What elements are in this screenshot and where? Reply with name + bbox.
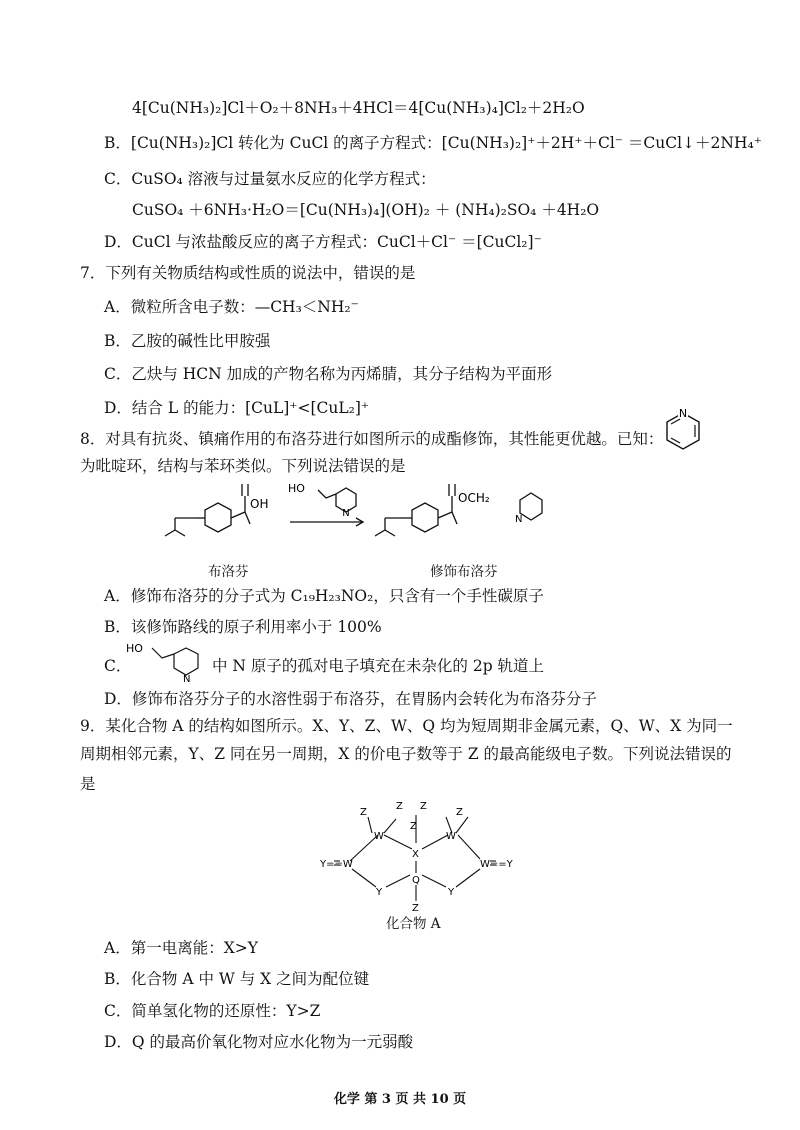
q7-option-c: C．乙炔与 HCN 加成的产物名称为丙烯腈，其分子结构为平面形 bbox=[104, 365, 553, 383]
svg-text:W: W bbox=[374, 831, 384, 842]
q6-option-d: D．CuCl 与浓盐酸反应的离子方程式：CuCl＋Cl⁻ ＝[CuCl₂]⁻ bbox=[104, 233, 542, 251]
q8-stem-line2: 为吡啶环，结构与苯环类似。下列说法错误的是 bbox=[80, 457, 406, 475]
q9-stem-line1: 9．某化合物 A 的结构如图所示。X、Y、Z、W、Q 均为短周期非金属元素，Q、W、X 为同一 bbox=[80, 717, 733, 735]
svg-text:HO: HO bbox=[126, 642, 143, 655]
q8-option-a: A．修饰布洛芬的分子式为 C₁₉H₂₃NO₂，只含有一个手性碳原子 bbox=[104, 587, 544, 605]
svg-text:Z: Z bbox=[456, 807, 463, 818]
svg-text:N: N bbox=[183, 674, 191, 684]
svg-text:Z: Z bbox=[396, 801, 403, 812]
svg-text:X: X bbox=[412, 849, 419, 860]
q9-option-d: D．Q 的最高价氧化物对应水化物为一元弱酸 bbox=[104, 1033, 414, 1051]
pyridylmethanol-structure bbox=[124, 640, 208, 684]
q8-stem-line1: 8．对具有抗炎、镇痛作用的布洛芬进行如图所示的成酯修饰，其性能更优越。已知： bbox=[80, 430, 664, 448]
svg-text:N: N bbox=[342, 508, 350, 519]
q9-option-b: B．化合物 A 中 W 与 X 之间为配位键 bbox=[104, 970, 370, 988]
q6-option-c-equation: CuSO₄ ＋6NH₃·H₂O＝[Cu(NH₃)₄](OH)₂ ＋ (NH₄)₂SO₄ ＋4H₂O bbox=[132, 201, 600, 219]
q8-option-c-prefix: C． bbox=[104, 657, 132, 675]
page-footer: 化学 第 3 页 共 10 页 bbox=[333, 1092, 467, 1107]
compound-a-caption: 化合物 A bbox=[386, 916, 441, 932]
q7-option-b: B．乙胺的碱性比甲胺强 bbox=[104, 332, 271, 350]
svg-text:HO: HO bbox=[288, 482, 305, 495]
q6-option-c: C．CuSO₄ 溶液与过量氨水反应的化学方程式： bbox=[104, 170, 436, 188]
svg-text:Y: Y bbox=[448, 887, 455, 898]
svg-text:Q: Q bbox=[412, 875, 420, 886]
q6-option-b: B．[Cu(NH₃)₂]Cl 转化为 CuCl 的离子方程式：[Cu(NH₃)₂]⁺＋2H⁺＋Cl⁻ ＝CuCl↓＋2NH₄⁺ bbox=[104, 134, 762, 152]
svg-text:OCH₂: OCH₂ bbox=[458, 491, 490, 505]
svg-text:Y: Y bbox=[376, 887, 383, 898]
ibuprofen-esterification-scheme bbox=[150, 478, 570, 558]
svg-text:W: W bbox=[446, 831, 456, 842]
svg-text:Z: Z bbox=[412, 903, 419, 914]
svg-text:N: N bbox=[515, 514, 523, 525]
q8-option-c-text: 中 N 原子的孤对电子填充在未杂化的 2p 轨道上 bbox=[212, 657, 545, 675]
compound-a-structure bbox=[310, 795, 530, 930]
svg-text:W==Y: W==Y bbox=[480, 859, 513, 870]
svg-text:Z: Z bbox=[410, 821, 417, 832]
svg-text:Z: Z bbox=[420, 801, 427, 812]
modified-ibuprofen-label: 修饰布洛芬 bbox=[430, 564, 498, 580]
svg-text:OH: OH bbox=[250, 497, 269, 511]
q9-option-a: A．第一电离能：X>Y bbox=[104, 939, 258, 957]
q6-equation-a-continued: 4[Cu(NH₃)₂]Cl＋O₂＋8NH₃＋4HCl＝4[Cu(NH₃)₄]Cl₂＋2H₂O bbox=[132, 99, 585, 117]
svg-text:N: N bbox=[678, 407, 688, 420]
q9-option-c: C．简单氢化物的还原性：Y>Z bbox=[104, 1002, 321, 1020]
q9-stem-line2: 周期相邻元素，Y、Z 同在另一周期，X 的价电子数等于 Z 的最高能级电子数。下列说法错误的 bbox=[80, 745, 732, 763]
q8-option-b: B．该修饰路线的原子利用率小于 100% bbox=[104, 618, 382, 636]
q7-option-a: A．微粒所含电子数：—CH₃＜NH₂⁻ bbox=[104, 298, 359, 316]
ibuprofen-label: 布洛芬 bbox=[208, 564, 249, 580]
svg-text:Z: Z bbox=[360, 807, 367, 818]
q7-option-d: D．结合 L 的能力：[CuL]⁺<[CuL₂]⁺ bbox=[104, 399, 370, 417]
svg-text:Y==W: Y==W bbox=[320, 859, 353, 870]
pyridine-ring-icon bbox=[660, 405, 706, 455]
q9-stem-line3: 是 bbox=[80, 775, 96, 793]
q8-option-d: D．修饰布洛芬分子的水溶性弱于布洛芬，在胃肠内会转化为布洛芬分子 bbox=[104, 690, 597, 708]
q7-stem: 7．下列有关物质结构或性质的说法中，错误的是 bbox=[80, 264, 416, 282]
